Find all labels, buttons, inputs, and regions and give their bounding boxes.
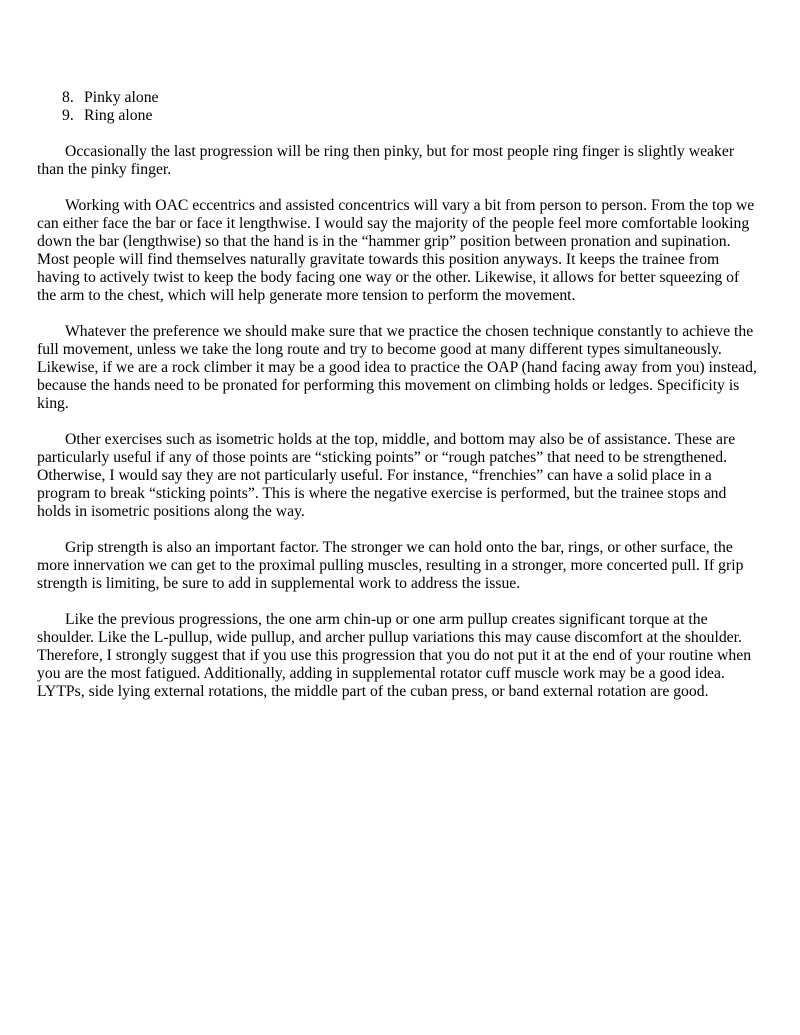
document-page <box>37 89 760 701</box>
list-item <box>37 107 760 125</box>
paragraph-like-previous-progressions: Like the previous progressions, the one arm chin-up or one arm pullup creates significant torque at the shoulder. Like the L-pullup, wide pullup, and archer pullup variations this may cause discomfort at the shoulder. Therefore, I strongly suggest that if you use this progression that you do not put it at the end of your routine when you are the most fatigued. Additionally, adding in supplemental rotator cuff muscle work may be a good idea. LYTPs, side lying external rotations, the middle part of the cuban press, or band external rotation are good. <box>37 611 752 700</box>
list-item-label: Pinky alone <box>84 89 159 106</box>
list-item-number: 8. <box>62 89 74 106</box>
paragraph-other-exercises: Other exercises such as isometric holds at the top, middle, and bottom may also be of assistance. These are particularly useful if any of those points are “sticking points” or “rough patches” that need to be strengthened. Otherwise, I would say they are not particularly useful. For instance, “frenchies” can have a solid place in a program to break “sticking points”. This is where the negative exercise is performed, but the trainee stops and holds in isometric positions along the way. <box>37 431 736 520</box>
paragraph-whatever-the-preference: Whatever the preference we should make sure that we practice the chosen technique constantly to achieve the full movement, unless we take the long route and try to become good at many different types simultaneously. Likewise, if we are a rock climber it may be a good idea to practice the OAP (hand facing away from you) instead, because the hands need to be pronated for performing this movement on climbing holds or ledges. Specificity is king. <box>37 323 757 412</box>
paragraph-grip-strength: Grip strength is also an important factor. The stronger we can hold onto the bar, rings, or other surface, the more innervation we can get to the proximal pulling muscles, resulting in a stronger, more concerted pull. If grip strength is limiting, be sure to add in supplemental work to address the issue. <box>37 539 744 592</box>
paragraph-working-with-oac: Working with OAC eccentrics and assisted concentrics will vary a bit from person to person. From the top we can either face the bar or face it lengthwise. I would say the majority of the people feel more comfortable looking down the bar (lengthwise) so that the hand is in the “hammer grip” position between pronation and supination. Most people will find themselves naturally gravitate towards this position anyways. It keeps the trainee from having to actively twist to keep the body facing one way or the other. Likewise, it allows for better squeezing of the arm to the chest, which will help generate more tension to perform the movement. <box>37 197 755 304</box>
paragraph-occasionally: Occasionally the last progression will be ring then pinky, but for most people ring finger is slightly weaker than the pinky finger. <box>37 143 735 178</box>
numbered-list <box>37 89 760 125</box>
list-item <box>37 89 760 107</box>
list-item-label: Ring alone <box>84 107 153 124</box>
list-item-number: 9. <box>62 107 74 124</box>
